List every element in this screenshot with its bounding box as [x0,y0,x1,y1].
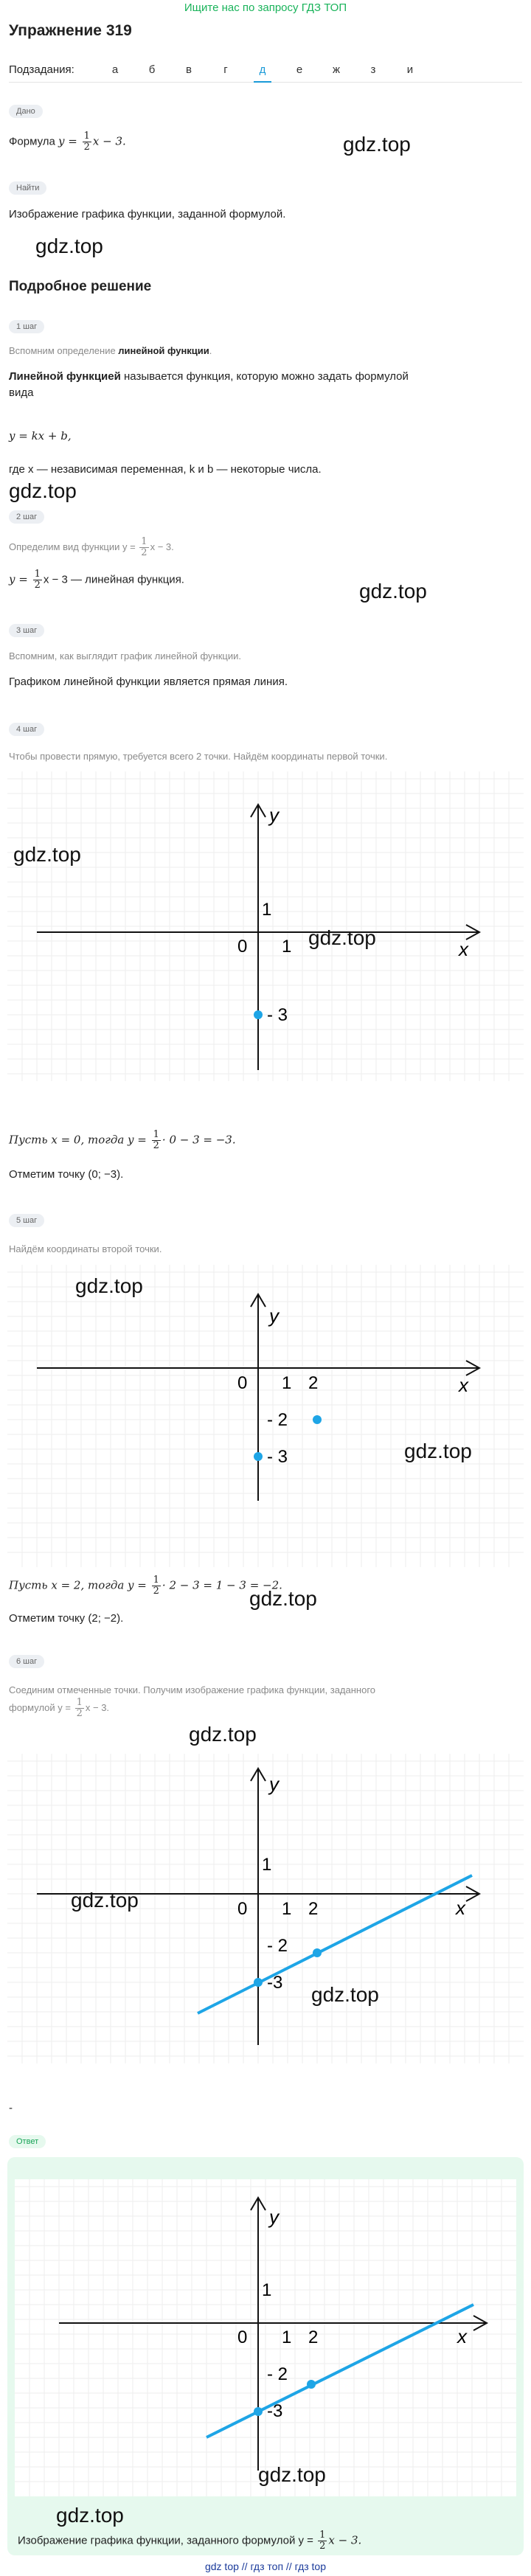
tick-y-m2: - 2 [267,1936,288,1956]
subtask-tab-b[interactable]: б [148,63,156,76]
tick-y-1: 1 [262,2280,272,2300]
step2-note [9,537,522,558]
tick-x-2: 2 [308,2327,319,2347]
tick-x-1: 1 [282,1373,292,1393]
grid [15,2179,516,2496]
step4-note: Чтобы провести прямую, требуется всего 2 точки. Найдём координаты первой точки. [9,751,388,762]
step5-calc-fraction [152,1575,161,1597]
step6-note [9,1683,522,1719]
watermark: gdz.top [9,479,77,502]
step4-badge: 4 шаг [9,723,44,736]
tick-y-1: 1 [262,1855,272,1875]
graph-step4 [7,771,524,1081]
watermark: gdz.top [189,1723,257,1746]
step1-note-post: . [209,345,212,356]
y-axis-label: y [269,1305,279,1327]
grid [7,1265,524,1567]
watermark: gdz.top [75,1274,143,1297]
tick-x-1: 1 [282,2327,292,2347]
step2-line-pre: y = [9,572,32,586]
watermark: gdz.top [249,1587,317,1610]
tick-y-1: 1 [262,900,272,920]
given-formula-post: x − 3. [92,134,126,148]
tick-x-1: 1 [282,1899,292,1919]
origin-label: 0 [237,2327,248,2347]
subtask-tab-d[interactable]: д [254,63,271,83]
point-0-m3 [254,1978,263,1987]
frac-num: 1 [141,536,148,547]
step6-note-line1: Соединим отмеченные точки. Получим изображение графика функции, заданного [9,1684,376,1695]
frac-den: 2 [319,2541,326,2552]
x-axis-label: x [459,1374,468,1396]
step3-badge: 3 шаг [9,624,44,637]
step5-calc-pre: Пусть x = 2, тогда y = [9,1578,150,1592]
step6-note2-pre: формулой y = [9,1701,74,1713]
answer-badge: Ответ [9,2135,46,2148]
step4-calc-fraction [152,1130,161,1151]
watermark: gdz.top [35,235,103,257]
given-prefix: Формула [9,135,55,148]
y-axis-label: y [269,1773,279,1795]
frac-num: 1 [34,569,41,580]
frac-den: 2 [153,1140,159,1151]
page-title: Упражнение 319 [9,22,132,39]
watermark: gdz.top [311,1983,379,2006]
watermark: gdz.top [13,843,81,866]
step1-definition [9,369,522,401]
tick-y-m2: - 2 [267,1410,288,1430]
step2-line-post: x − 3 — линейная функция. [43,573,184,586]
axes [37,1294,479,1501]
point-0-m3 [254,1010,263,1019]
step5-calc-post: · 2 − 3 = 1 − 3 = −2. [162,1578,282,1592]
tick-y-m3: - 3 [267,1005,288,1025]
subtask-tab-e[interactable]: е [296,63,303,76]
given-badge: Дано [9,105,43,118]
axes [37,805,479,1070]
origin-label: 0 [237,937,248,957]
step2-badge: 2 шаг [9,510,44,524]
watermark: gdz.top [71,1889,139,1912]
subtask-tab-i[interactable]: и [406,63,414,76]
frac-num: 1 [153,1575,159,1586]
frac-den: 2 [141,547,148,558]
subtask-tab-z[interactable]: з [370,63,376,76]
step6-note-fraction [75,1698,84,1719]
frac-num: 1 [153,1129,159,1140]
watermark: gdz.top [404,1440,472,1462]
answer-box [7,2157,524,2555]
tick-y-m2: - 2 [267,2364,288,2384]
separator-dash: - [9,2102,13,2114]
point-0-m3 [254,1452,263,1461]
watermark: gdz.top [56,2504,124,2527]
x-axis-label: x [456,1897,465,1919]
tick-x-2: 2 [308,1373,319,1393]
origin-label: 0 [237,1899,248,1919]
graph-step5 [7,1265,524,1567]
step1-def-rest2: вида [9,386,34,399]
step1-def-rest: называется функция, которую можно задать формулой [120,370,409,383]
tick-y-m3: -3 [267,2401,283,2421]
frac-num: 1 [83,131,90,142]
step2-line-fraction [33,569,42,591]
step6-badge: 6 шаг [9,1655,44,1668]
frac-den: 2 [83,142,90,153]
point-2-m2 [313,1415,322,1424]
frac-num: 1 [319,2530,326,2541]
y-axis-label: y [269,804,279,826]
origin-label: 0 [237,1373,248,1393]
x-axis-label: x [459,938,468,960]
tick-x-2: 2 [308,1899,319,1919]
graph-answer [15,2179,516,2496]
subtasks-label: Подзадания: [9,63,74,76]
tick-y-m3: -3 [267,1973,283,1993]
find-text: Изображение графика функции, заданной формулой. [9,208,286,221]
step5-note: Найдём координаты второй точки. [9,1243,162,1254]
function-line [206,2305,473,2437]
answer-text-post: x − 3. [328,2533,362,2547]
step1-formula: y = kx + b, [9,429,72,442]
step3-text: Графиком линейной функции является прямая линия. [9,676,288,688]
grid [7,771,524,1081]
step1-note-bold: линейной функции [118,345,209,356]
step4-calc-post: · 0 − 3 = −3. [162,1133,236,1147]
tick-x-1: 1 [282,937,292,957]
step3-note: Вспомним, как выглядит график линейной функции. [9,650,241,662]
frac-num: 1 [76,1697,83,1708]
answer-fraction [318,2530,327,2552]
top-search-link[interactable]: Ищите нас по запросу ГДЗ ТОП [184,1,347,14]
step1-badge: 1 шаг [9,320,44,333]
step2-note-pre: Определим вид функции y = [9,541,139,552]
frac-den: 2 [34,580,41,591]
answer-text [18,2530,361,2552]
given-fraction [83,131,91,153]
subtask-tab-v[interactable]: в [186,63,192,76]
point-2-m2 [307,2380,316,2389]
given-formula-pre: y = [58,134,81,148]
step2-note-post: x − 3. [150,541,174,552]
given-text [9,131,522,153]
y-axis-label: y [269,2206,279,2228]
watermark: gdz.top [308,926,376,949]
watermark: gdz.top [258,2463,326,2486]
tick-y-m3: - 3 [267,1447,288,1467]
frac-den: 2 [76,1708,83,1719]
find-badge: Найти [9,181,46,195]
step2-line [9,569,522,591]
step2-note-fraction [139,537,148,558]
step1-note-pre: Вспомним определение [9,345,119,356]
point-0-m3 [254,2407,263,2416]
graph-step6 [7,1754,524,2063]
step5-badge: 5 шаг [9,1214,44,1227]
point-2-m2 [313,1948,322,1957]
subtask-tab-a[interactable]: а [111,63,119,76]
step1-def-bold: Линейной функцией [9,370,121,383]
subtask-tab-zh[interactable]: ж [332,63,341,76]
step1-note [9,344,522,358]
frac-den: 2 [153,1586,159,1597]
step6-note2-post: x − 3. [85,1701,110,1713]
watermark: gdz.top [343,133,411,156]
step1-where: где x — независимая переменная, k и b — некоторые числа. [9,463,322,476]
watermark: gdz.top [359,580,427,603]
x-axis-label: x [457,2325,467,2347]
step4-calc-pre: Пусть x = 0, тогда y = [9,1133,150,1147]
step4-mark: Отметим точку (0; −3). [9,1168,124,1181]
step5-mark: Отметим точку (2; −2). [9,1612,124,1625]
footer-links[interactable]: gdz top // гдз топ // гдз top [204,2561,327,2572]
subtask-tab-g[interactable]: г [223,63,228,76]
subtasks-nav [9,62,522,83]
answer-text-pre: Изображение графика функции, заданного формулой y = [18,2534,317,2547]
step4-calc [9,1130,522,1151]
solution-title: Подробное решение [9,279,152,294]
